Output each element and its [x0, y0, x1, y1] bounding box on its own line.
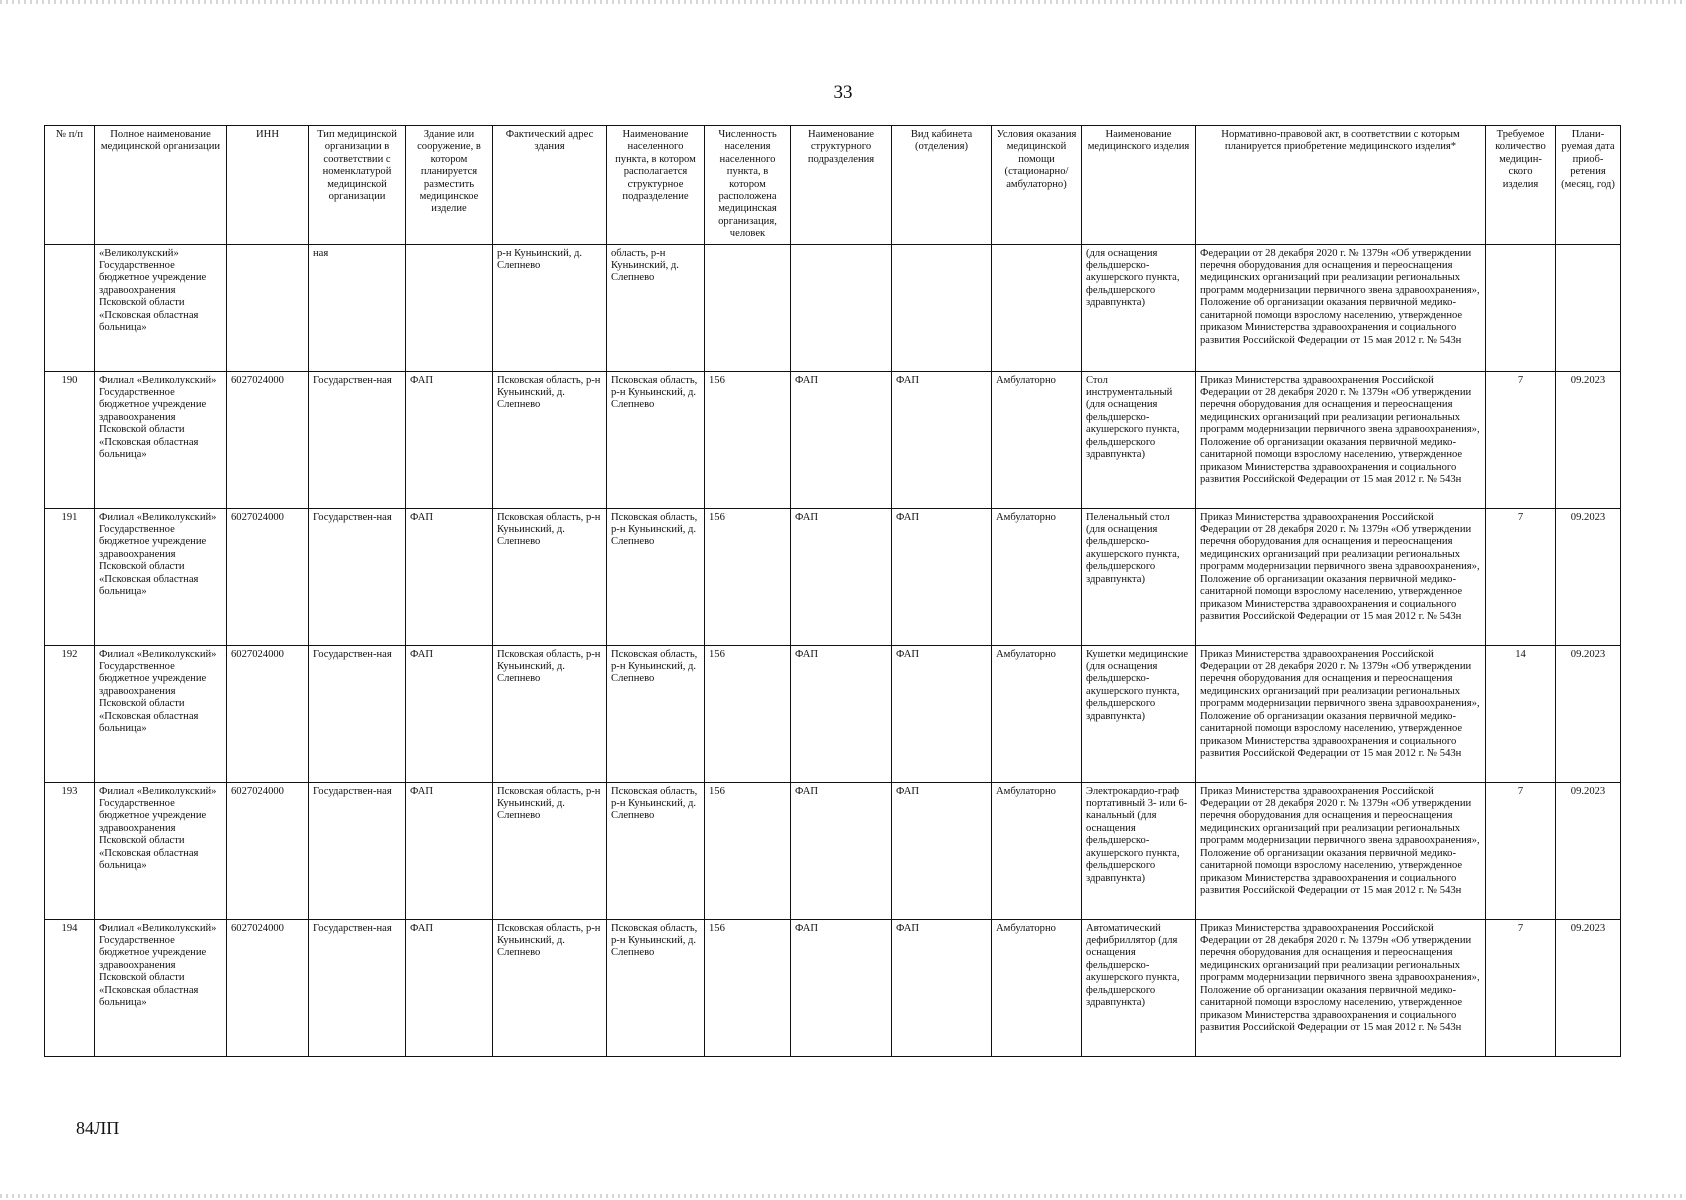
table-row-continuation: [45, 244, 1621, 371]
cell-address: Псковская область, р-н Куньинский, д. Слепнево: [493, 919, 607, 1056]
cell-inn: 6027024000: [227, 645, 309, 782]
header-number: № п/п: [45, 126, 95, 245]
cell-address: Псковская область, р-н Куньинский, д. Слепнево: [493, 782, 607, 919]
cell-unit-name: ФАП: [791, 645, 892, 782]
cell-address: р-н Куньинский, д. Слепнево: [493, 244, 607, 371]
scan-edge-bottom: [0, 1194, 1686, 1198]
cell-inn: 6027024000: [227, 782, 309, 919]
cell-population: 156: [705, 782, 791, 919]
cell-population: 156: [705, 508, 791, 645]
cell-device-name: Пеленальный стол (для оснащения фельдшерско-акушерского пункта, фельдшерского здравпункта): [1082, 508, 1196, 645]
table-header-row: [45, 126, 1621, 245]
cell-building: ФАП: [406, 645, 493, 782]
page-number: 33: [833, 82, 853, 103]
header-care-conditions: Условия оказания медицинской помощи (стационарно/амбулаторно): [992, 126, 1082, 245]
cell-org-name: Филиал «Великолукский» Государственное бюджетное учреждение здравоохранения Псковской области «Псковская областная больница»: [95, 919, 227, 1056]
cell-locality: Псковская область, р-н Куньинский, д. Слепнево: [607, 782, 705, 919]
equipment-table: [44, 125, 1621, 1057]
cell-address: Псковская область, р-н Куньинский, д. Слепнево: [493, 645, 607, 782]
cell-legal-act: Приказ Министерства здравоохранения Российской Федерации от 28 декабря 2020 г. № 1379н «Об утверждении перечня оборудования для оснащения и переоснащения медицинских организаций при реализации региональных программ модернизации первичного звена здравоохранения», Положение об организации оказания первичной медико-санитарной помощи взрослому населению, утвержденное приказом Министерства здравоохранения и социального развития Российской Федерации от 15 мая 2012 г. № 543н: [1196, 919, 1486, 1056]
header-org-name: Полное наименование медицинской организации: [95, 126, 227, 245]
cell-population: 156: [705, 371, 791, 508]
cell-unit-name: [791, 244, 892, 371]
cell-number: 194: [45, 919, 95, 1056]
cell-org-type: Государствен-ная: [309, 508, 406, 645]
cell-legal-act: Приказ Министерства здравоохранения Российской Федерации от 28 декабря 2020 г. № 1379н «Об утверждении перечня оборудования для оснащения и переоснащения медицинских организаций при реализации региональных программ модернизации первичного звена здравоохранения», Положение об организации оказания первичной медико-санитарной помощи взрослому населению, утвержденное приказом Министерства здравоохранения и социального развития Российской Федерации от 15 мая 2012 г. № 543н: [1196, 508, 1486, 645]
table-row: [45, 782, 1621, 919]
cell-building: ФАП: [406, 371, 493, 508]
cell-legal-act: Федерации от 28 декабря 2020 г. № 1379н «Об утверждении перечня оборудования для оснащения и переоснащения медицинских организаций при реализации региональных программ модернизации первичного звена здравоохранения», Положение об организации оказания первичной медико-санитарной помощи взрослому населению, утвержденное приказом Министерства здравоохранения и социального развития Российской Федерации от 15 мая 2012 г. № 543н: [1196, 244, 1486, 371]
cell-building: ФАП: [406, 508, 493, 645]
header-quantity: Требуемое количество медицин-ского изделия: [1486, 126, 1556, 245]
cell-cabinet-type: ФАП: [892, 645, 992, 782]
cell-planned-date: [1556, 244, 1621, 371]
cell-planned-date: 09.2023: [1556, 508, 1621, 645]
cell-unit-name: ФАП: [791, 371, 892, 508]
cell-population: 156: [705, 919, 791, 1056]
cell-address: Псковская область, р-н Куньинский, д. Слепнево: [493, 371, 607, 508]
cell-inn: 6027024000: [227, 371, 309, 508]
cell-device-name: Кушетки медицинские (для оснащения фельдшерско-акушерского пункта, фельдшерского здравпункта): [1082, 645, 1196, 782]
header-planned-date: Плани-руемая дата приоб-ретения (месяц, год): [1556, 126, 1621, 245]
cell-quantity: 14: [1486, 645, 1556, 782]
cell-number: [45, 244, 95, 371]
cell-planned-date: 09.2023: [1556, 919, 1621, 1056]
header-unit-name: Наименование структурного подразделения: [791, 126, 892, 245]
cell-locality: область, р-н Куньинский, д. Слепнево: [607, 244, 705, 371]
cell-quantity: 7: [1486, 919, 1556, 1056]
cell-quantity: 7: [1486, 508, 1556, 645]
cell-care-conditions: Амбулаторно: [992, 371, 1082, 508]
cell-locality: Псковская область, р-н Куньинский, д. Слепнево: [607, 371, 705, 508]
cell-legal-act: Приказ Министерства здравоохранения Российской Федерации от 28 декабря 2020 г. № 1379н «Об утверждении перечня оборудования для оснащения и переоснащения медицинских организаций при реализации региональных программ модернизации первичного звена здравоохранения», Положение об организации оказания первичной медико-санитарной помощи взрослому населению, утвержденное приказом Министерства здравоохранения и социального развития Российской Федерации от 15 мая 2012 г. № 543н: [1196, 371, 1486, 508]
cell-care-conditions: [992, 244, 1082, 371]
footer-code: 84ЛП: [76, 1118, 120, 1138]
header-building: Здание или сооружение, в котором планируется разместить медицинское изделие: [406, 126, 493, 245]
cell-number: 191: [45, 508, 95, 645]
table-row: [45, 371, 1621, 508]
header-legal-act: Нормативно-правовой акт, в соответствии с которым планируется приобретение медицинского изделия*: [1196, 126, 1486, 245]
cell-population: 156: [705, 645, 791, 782]
cell-number: 193: [45, 782, 95, 919]
cell-number: 190: [45, 371, 95, 508]
cell-care-conditions: Амбулаторно: [992, 919, 1082, 1056]
header-locality: Наименование населенного пункта, в котором располагается структурное подразделение: [607, 126, 705, 245]
cell-org-type: Государствен-ная: [309, 645, 406, 782]
cell-care-conditions: Амбулаторно: [992, 782, 1082, 919]
cell-org-type: Государствен-ная: [309, 371, 406, 508]
header-inn: ИНН: [227, 126, 309, 245]
table-row: [45, 645, 1621, 782]
cell-org-type: ная: [309, 244, 406, 371]
cell-unit-name: ФАП: [791, 919, 892, 1056]
cell-inn: 6027024000: [227, 919, 309, 1056]
cell-quantity: [1486, 244, 1556, 371]
header-address: Фактический адрес здания: [493, 126, 607, 245]
cell-quantity: 7: [1486, 371, 1556, 508]
cell-cabinet-type: ФАП: [892, 508, 992, 645]
cell-planned-date: 09.2023: [1556, 782, 1621, 919]
cell-planned-date: 09.2023: [1556, 645, 1621, 782]
cell-quantity: 7: [1486, 782, 1556, 919]
cell-locality: Псковская область, р-н Куньинский, д. Слепнево: [607, 508, 705, 645]
cell-building: [406, 244, 493, 371]
cell-care-conditions: Амбулаторно: [992, 645, 1082, 782]
cell-locality: Псковская область, р-н Куньинский, д. Слепнево: [607, 919, 705, 1056]
cell-unit-name: ФАП: [791, 782, 892, 919]
cell-locality: Псковская область, р-н Куньинский, д. Слепнево: [607, 645, 705, 782]
cell-org-type: Государствен-ная: [309, 919, 406, 1056]
cell-org-name: «Великолукский» Государственное бюджетное учреждение здравоохранения Псковской области «Псковская областная больница»: [95, 244, 227, 371]
table-row: [45, 508, 1621, 645]
cell-device-name: Стол инструментальный (для оснащения фельдшерско-акушерского пункта, фельдшерского здравпункта): [1082, 371, 1196, 508]
cell-planned-date: 09.2023: [1556, 371, 1621, 508]
header-org-type: Тип медицинской организации в соответствии с номенклатурой медицинской организации: [309, 126, 406, 245]
cell-device-name: Автоматический дефибриллятор (для оснащения фельдшерско-акушерского пункта, фельдшерского здравпункта): [1082, 919, 1196, 1056]
cell-org-name: Филиал «Великолукский» Государственное бюджетное учреждение здравоохранения Псковской области «Псковская областная больница»: [95, 782, 227, 919]
cell-inn: 6027024000: [227, 508, 309, 645]
cell-cabinet-type: ФАП: [892, 919, 992, 1056]
cell-org-type: Государствен-ная: [309, 782, 406, 919]
cell-org-name: Филиал «Великолукский» Государственное бюджетное учреждение здравоохранения Псковской области «Псковская областная больница»: [95, 371, 227, 508]
cell-address: Псковская область, р-н Куньинский, д. Слепнево: [493, 508, 607, 645]
cell-cabinet-type: ФАП: [892, 782, 992, 919]
header-device-name: Наименование медицинского изделия: [1082, 126, 1196, 245]
cell-org-name: Филиал «Великолукский» Государственное бюджетное учреждение здравоохранения Псковской области «Псковская областная больница»: [95, 645, 227, 782]
header-population: Численность населения населенного пункта, в котором расположена медицинская организация, человек: [705, 126, 791, 245]
cell-building: ФАП: [406, 919, 493, 1056]
table-row: [45, 919, 1621, 1056]
cell-device-name: (для оснащения фельдшерско-акушерского пункта, фельдшерского здравпункта): [1082, 244, 1196, 371]
cell-device-name: Электрокардио-граф портативный 3- или 6-канальный (для оснащения фельдшерско-акушерского пункта, фельдшерского здравпункта): [1082, 782, 1196, 919]
cell-care-conditions: Амбулаторно: [992, 508, 1082, 645]
scan-edge-top: [0, 0, 1686, 4]
cell-building: ФАП: [406, 782, 493, 919]
cell-cabinet-type: ФАП: [892, 371, 992, 508]
cell-legal-act: Приказ Министерства здравоохранения Российской Федерации от 28 декабря 2020 г. № 1379н «Об утверждении перечня оборудования для оснащения и переоснащения медицинских организаций при реализации региональных программ модернизации первичного звена здравоохранения», Положение об организации оказания первичной медико-санитарной помощи взрослому населению, утвержденное приказом Министерства здравоохранения и социального развития Российской Федерации от 15 мая 2012 г. № 543н: [1196, 645, 1486, 782]
cell-inn: [227, 244, 309, 371]
cell-number: 192: [45, 645, 95, 782]
header-cabinet-type: Вид кабинета (отделения): [892, 126, 992, 245]
cell-population: [705, 244, 791, 371]
cell-unit-name: ФАП: [791, 508, 892, 645]
cell-cabinet-type: [892, 244, 992, 371]
cell-org-name: Филиал «Великолукский» Государственное бюджетное учреждение здравоохранения Псковской области «Псковская областная больница»: [95, 508, 227, 645]
cell-legal-act: Приказ Министерства здравоохранения Российской Федерации от 28 декабря 2020 г. № 1379н «Об утверждении перечня оборудования для оснащения и переоснащения медицинских организаций при реализации региональных программ модернизации первичного звена здравоохранения», Положение об организации оказания первичной медико-санитарной помощи взрослому населению, утвержденное приказом Министерства здравоохранения и социального развития Российской Федерации от 15 мая 2012 г. № 543н: [1196, 782, 1486, 919]
